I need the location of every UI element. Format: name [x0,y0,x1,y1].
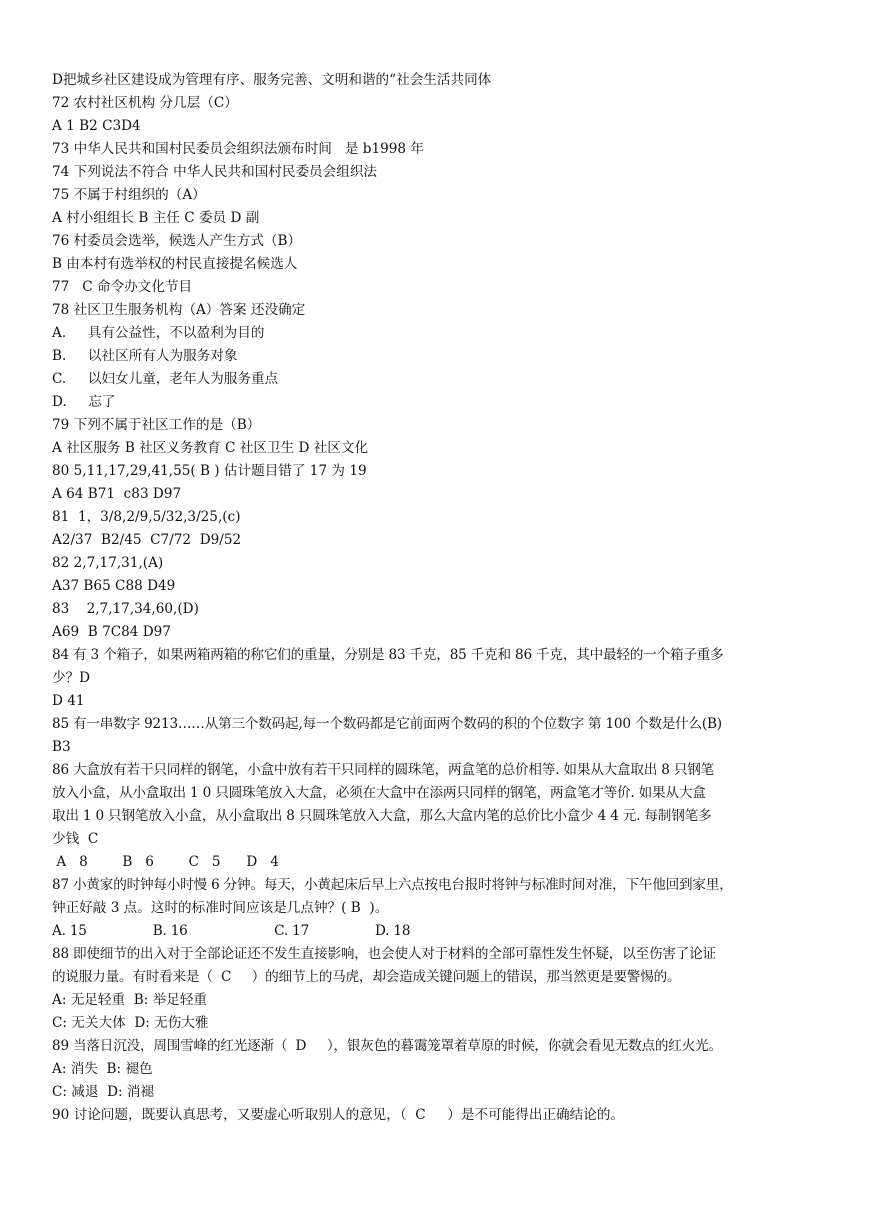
text-line: 78 社区卫生服务机构（A）答案 还没确定 [52,302,306,318]
text-line: A: 无足轻重 B: 举足轻重 [52,992,207,1008]
text-line: B 由本村有选举权的村民直接提名候选人 [52,256,298,272]
text-line: 82 2,7,17,31,(A) [52,555,164,571]
document-body [52,69,852,1127]
text-line: A. 具有公益性，不以盈利为目的 [52,325,265,341]
text-line: 75 不属于村组织的（A） [52,187,206,203]
text-line: 73 中华人民共和国村民委员会组织法颁布时间 是 b1998 年 [52,141,424,157]
text-line: 少钱 C [52,831,99,847]
text-line: 80 5,11,17,29,41,55( B ) 估计题目错了 17 为 19 [52,463,367,479]
text-line: 的说服力量。有时看来是（ C ）的细节上的马虎，却会造成关键问题上的错误，那当然更是要警惕的。 [52,969,681,985]
text-line: A. 15 B. 16 C. 17 D. 18 [52,923,411,939]
text-line: 取出 1 0 只钢笔放入小盒，从小盒取出 8 只圆珠笔放入大盒，那么大盒内笔的总价比小盒少 4 4 元. 每制钢笔多 [52,808,712,824]
text-line: C: 减退 D: 消褪 [52,1084,155,1100]
text-line: C. 以妇女儿童，老年人为服务重点 [52,371,279,387]
text-line: 79 下列不属于社区工作的是（B） [52,417,261,433]
text-line: 放入小盒，从小盒取出 1 0 只圆珠笔放入大盒，必须在大盒中在添两只同样的钢笔，两盒笔才等价. 如果从大盒 [52,785,706,801]
text-line: 74 下列说法不符合 中华人民共和国村民委员会组织法 [52,164,378,180]
text-line: 87 小黄家的时钟每小时慢 6 分钟。每天，小黄起床后早上六点按电台报时将钟与标准时间对准，下午他回到家里， [52,877,733,893]
text-line: A 8 B 6 C 5 D 4 [52,854,279,870]
text-line: A 社区服务 B 社区义务教育 C 社区卫生 D 社区文化 [52,440,369,456]
text-line: A: 消失 B: 褪色 [52,1061,153,1077]
text-line: 90 讨论问题，既要认真思考，又要虚心听取别人的意见，（ C ）是不可能得出正确结论的。 [52,1107,625,1123]
text-line: A69 B 7C84 D97 [52,624,171,640]
text-line: 88 即使细节的出入对于全部论证还不发生直接影响，也会使人对于材料的全部可靠性发生怀疑，以至伤害了论证 [52,946,716,962]
text-line: 72 农村社区机构 分几层（C） [52,95,238,111]
text-line: 85 有一串数字 9213……从第三个数码起,每一个数码都是它前面两个数码的积的个位数字 第 100 个数是什么(B) [52,716,722,732]
text-line: 77 C 命令办文化节目 [52,279,193,295]
text-line: D把城乡社区建设成为管理有序、服务完善、文明和谐的“社会生活共同体 [52,72,492,88]
text-line: D. 忘了 [52,394,116,410]
text-line: C: 无关大体 D: 无伤大雅 [52,1015,209,1031]
text-line: 钟正好敲 3 点。这时的标准时间应该是几点钟？( B )。 [52,900,389,916]
text-line: 83 2,7,17,34,60,(D) [52,601,199,617]
text-line: 86 大盒放有若干只同样的钢笔，小盒中放有若干只同样的圆珠笔，两盒笔的总价相等. 如果从大盒取出 8 只钢笔 [52,762,715,778]
text-line: 84 有 3 个箱子，如果两箱两箱的称它们的重量，分别是 83 千克，85 千克和 86 千克，其中最轻的一个箱子重多 [52,647,724,663]
text-line: 76 村委员会选举，候选人产生方式（B） [52,233,302,249]
text-line: 89 当落日沉没，周围雪峰的红光逐渐（ D ），银灰色的暮霭笼罩着草原的时候，你就会看见无数点的红火光。 [52,1038,722,1054]
text-line: A2/37 B2/45 C7/72 D9/52 [52,532,242,548]
text-line: A 64 B71 c83 D97 [52,486,182,502]
text-line: B3 [52,739,71,755]
text-line: 少？D [52,670,91,686]
text-line: B. 以社区所有人为服务对象 [52,348,238,364]
text-line: D 41 [52,693,85,709]
text-line: A37 B65 C88 D49 [52,578,176,594]
text-line: 81 1，3/8,2/9,5/32,3/25,(c) [52,509,241,525]
text-line: A 村小组组长 B 主任 C 委员 D 副 [52,210,260,226]
text-line: A 1 B2 C3D4 [52,118,141,134]
